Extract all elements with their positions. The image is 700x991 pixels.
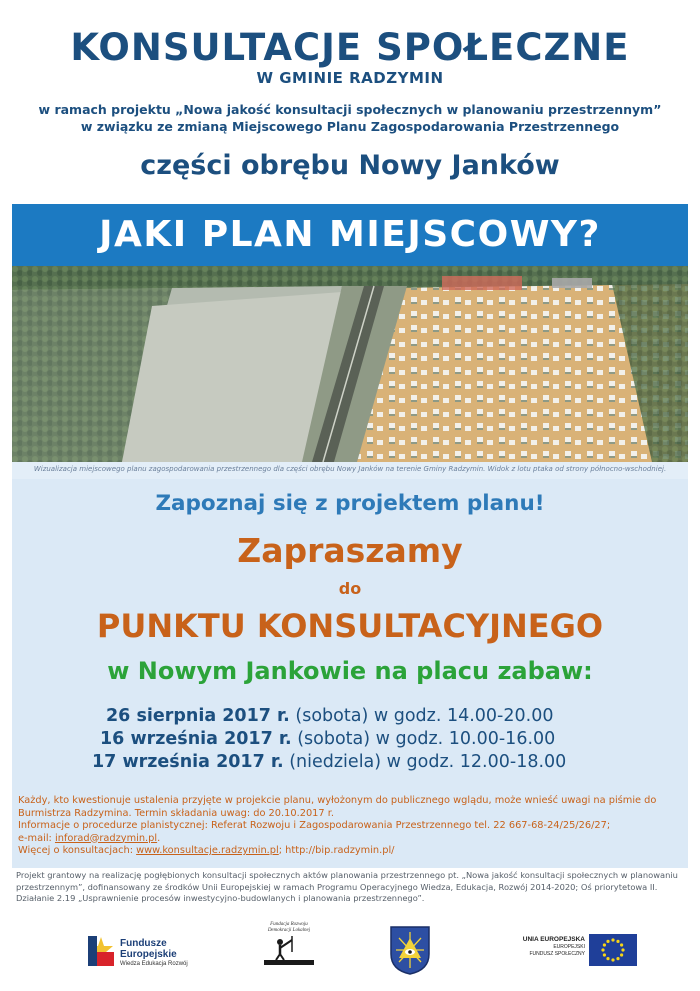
consultation-info-panel bbox=[12, 479, 688, 868]
date-row bbox=[92, 706, 652, 729]
fundusze-europejskie-logo bbox=[86, 934, 206, 974]
invitation-heading: Zapraszamy bbox=[237, 531, 463, 570]
fe-line-2: Europejskie bbox=[120, 949, 177, 960]
ue-line-3: FUNDUSZ SPOŁECZNY bbox=[529, 951, 585, 957]
ue-line-2: EUROPEJSKI bbox=[553, 944, 585, 950]
intro-line-1: w ramach projektu „Nowa jakość konsultacji społecznych w planowaniu przestrzennym” bbox=[38, 102, 662, 117]
question-banner bbox=[12, 204, 688, 266]
email-link[interactable]: inforad@radzymin.pl bbox=[54, 832, 158, 844]
fe-line-1: Fundusze bbox=[120, 938, 167, 949]
date-hours: (niedziela) w godz. 12.00-18.00 bbox=[283, 752, 567, 772]
notice-text bbox=[18, 795, 682, 858]
eu-stars-icon bbox=[589, 934, 637, 966]
date-value: 17 września 2017 r. bbox=[92, 752, 284, 772]
email-suffix: . bbox=[157, 832, 161, 844]
ue-line-1: UNIA EUROPEJSKA bbox=[522, 936, 585, 943]
email-prefix: e-mail: bbox=[18, 832, 55, 844]
radzymin-crest-logo bbox=[388, 924, 432, 976]
fe-line-3: Wiedza Edukacja Rozwój bbox=[120, 961, 188, 967]
image-caption: Wizualizacja miejscowego planu zagospodarowania przestrzennego dla części obrębu Nowy Janków na terenie Gminy Radzymin. Widok z lotu ptaka od strony północno-wschodniej. bbox=[12, 462, 688, 479]
frdl-text: Fundacja Rozwoju Demokracji Lokalnej bbox=[267, 922, 311, 933]
date-value: 16 września 2017 r. bbox=[100, 729, 292, 749]
location-line: w Nowym Jankowie na placu zabaw: bbox=[107, 657, 593, 685]
project-intro bbox=[0, 101, 700, 135]
aerial-visualization bbox=[12, 266, 688, 462]
link-separator: ; bbox=[278, 845, 286, 856]
more-prefix: Więcej o konsultacjach: bbox=[18, 845, 137, 856]
dates-list bbox=[92, 706, 652, 775]
notice-email-line bbox=[18, 833, 682, 846]
eu-esf-logo bbox=[513, 934, 633, 968]
notice-procedure-info: Informacje o procedurze planistycznej: Referat Rozwoju i Zagospodarowania Przestrzennego tel. 22 667-68-24/25/26/27; bbox=[18, 820, 611, 831]
fe-star-icon bbox=[86, 934, 116, 968]
notice-comments: Każdy, kto kwestionuje ustalenia przyjęte w projekcie planu, wyłożonym do publicznego wglądu, może wnieść uwagi na piśmie do Burmistrza Radzymina. Termin składania uwag: do 20.10.2017 r. bbox=[18, 795, 657, 819]
date-value: 26 sierpnia 2017 r. bbox=[106, 706, 290, 726]
date-row bbox=[92, 729, 652, 752]
sponsor-logos bbox=[0, 918, 700, 988]
consultation-point-heading: PUNKTU KONSULTACYJNEGO bbox=[96, 607, 604, 645]
intro-line-2: w związku ze zmianą Miejscowego Planu Zagospodarowania Przestrzennego bbox=[80, 119, 620, 134]
date-hours: (sobota) w godz. 10.00-16.00 bbox=[291, 729, 556, 749]
date-row bbox=[92, 752, 652, 775]
banner-text: JAKI PLAN MIEJSCOWY? bbox=[99, 214, 601, 255]
eu-flag-icon bbox=[589, 934, 637, 966]
date-hours: (sobota) w godz. 14.00-20.00 bbox=[289, 706, 554, 726]
poster-title: KONSULTACJE SPOŁECZNE bbox=[70, 26, 630, 69]
invitation-do: do bbox=[338, 579, 362, 598]
funding-footer: Projekt grantowy na realizację pogłębionych konsultacji społecznych aktów planowania przestrzennego pt. „Nowa jakość konsultacji społecznych w planowaniu przestrzennym”, dofinansowany ze środków Unii Europejskiej w ramach Programu Operacyjnego Wiedza, Edukacja, Rozwój 2014-2020; Oś priorytetowa II. Działanie 2.19 „Usprawnienie procesów inwestycyjno-budowlanych i planowania przestrzennego”. bbox=[16, 870, 678, 903]
poster-subtitle: W GMINIE RADZYMIN bbox=[256, 69, 444, 87]
crest-eye-icon bbox=[388, 924, 432, 976]
notice-more-line bbox=[18, 845, 682, 858]
project-read-call: Zapoznaj się z projektem planu! bbox=[155, 491, 545, 516]
plan-visualization-image bbox=[12, 266, 688, 462]
frdl-logo bbox=[258, 922, 320, 976]
area-heading: części obrębu Nowy Janków bbox=[140, 150, 560, 181]
bip-website-link[interactable]: http://bip.radzymin.pl/ bbox=[285, 845, 395, 856]
consultation-website-link[interactable]: www.konsultacje.radzymin.pl bbox=[136, 845, 279, 856]
